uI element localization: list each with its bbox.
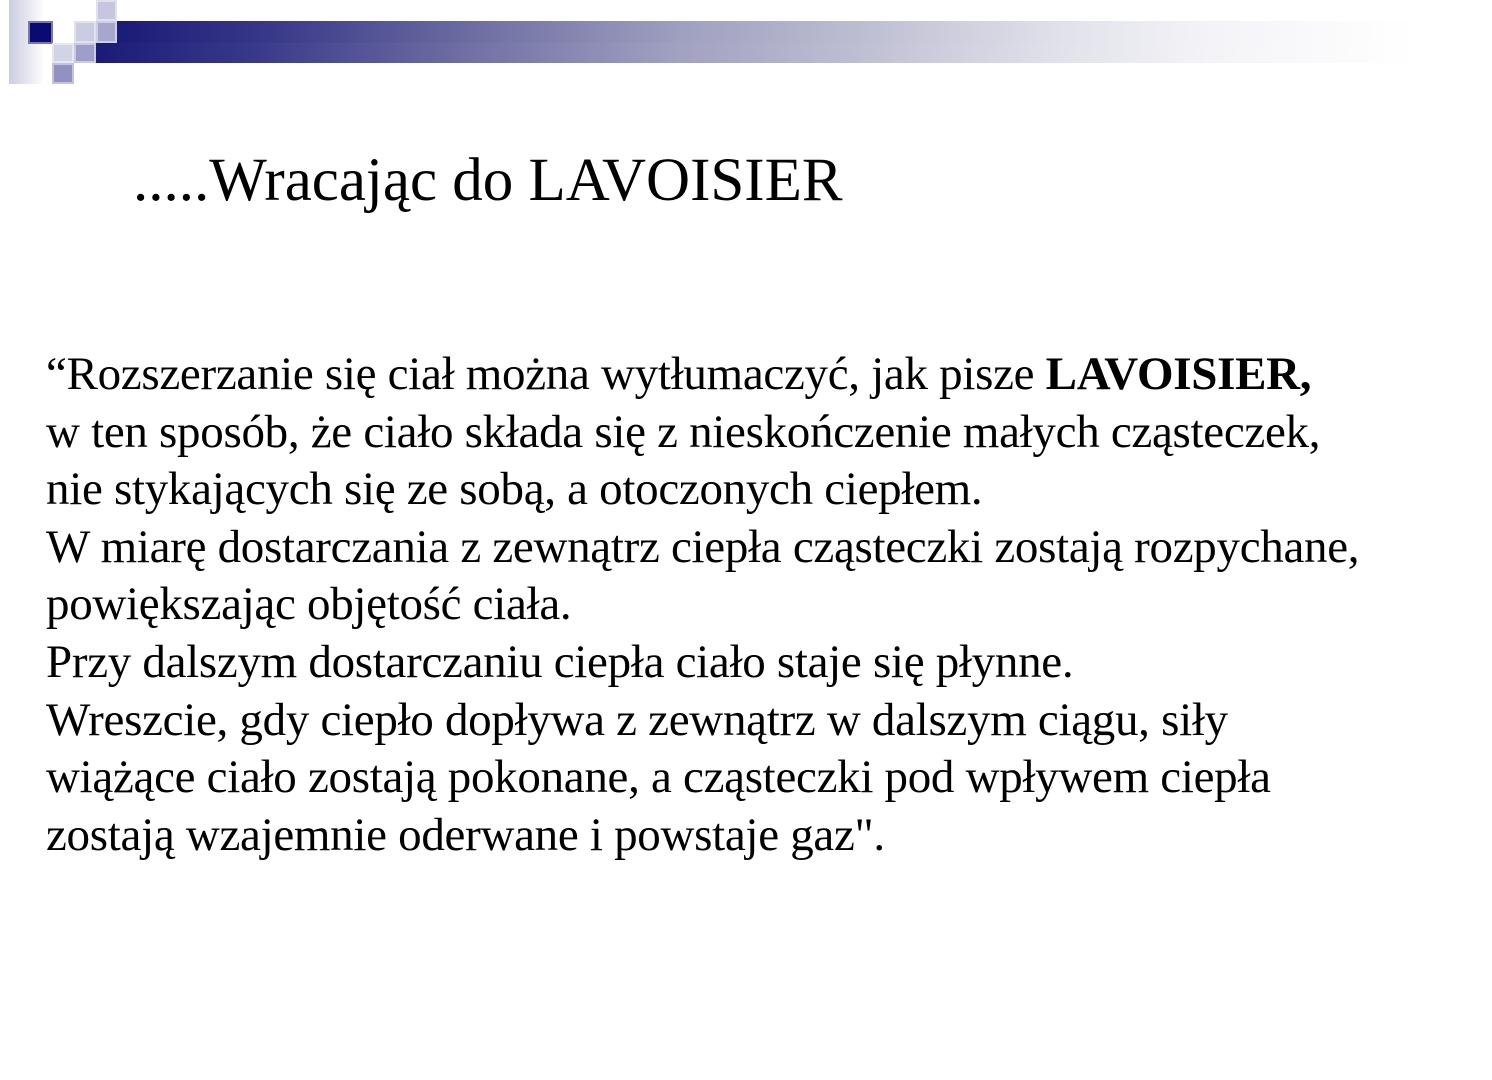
slide-body-paragraph [46,346,1456,864]
decoration-square-medium [74,43,96,63]
body-line-1 [46,346,1456,404]
body-line-8: wiążące ciało zostają pokonane, a cząsteczki pod wpływem ciepła [46,751,1271,804]
body-line-1-bold: LAVOISIER, [1045,348,1312,400]
body-line-6: Przy dalszym dostarczaniu ciepła ciało staje się płynne. [46,635,1074,688]
body-line-3: nie stykających się ze sobą, a otoczonych ciepłem. [46,463,983,516]
body-line-5: powiększając objętość ciała. [46,578,572,631]
body-line-2: w ten sposób, że ciało składa się z nieskończenie małych cząsteczek, [46,405,1321,458]
decoration-gradient-bar-top [117,21,1456,43]
decoration-square-light-upper [74,21,96,43]
decoration-square-notch [96,21,117,43]
body-line-7: Wreszcie, gdy ciepło dopływa z zewnątrz w dalszym ciągu, siły [46,693,1228,746]
body-line-4: W miarę dostarczania z zewnątrz ciepła cząsteczki zostają rozpychane, [46,520,1360,573]
decoration-square-bottom [52,63,74,84]
decoration-square-navy [28,21,53,44]
decoration-square-light-lower [52,43,74,63]
decoration-gradient-bar-bottom [96,43,1456,63]
slide-title: .....Wracając do LAVOISIER [133,147,843,214]
body-line-1-text: “Rozszerzanie się ciał można wytłumaczyć, jak pisze [46,348,1046,400]
decoration-square-top [96,0,117,21]
body-line-9: zostają wzajemnie oderwane i powstaje gaz". [46,808,885,861]
